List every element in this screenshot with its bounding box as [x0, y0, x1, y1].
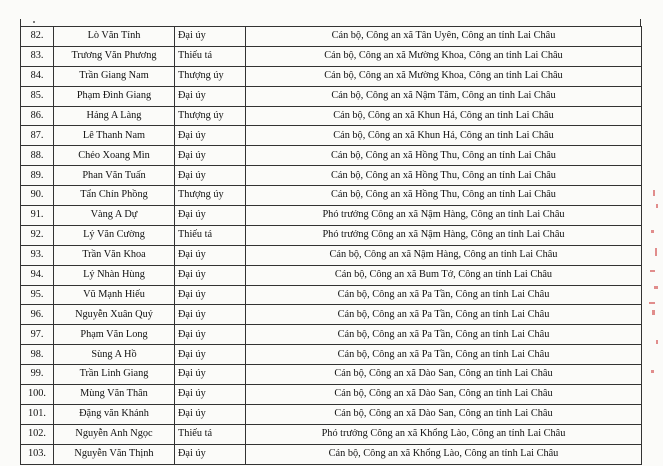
full-name-cell: Nguyễn Xuân Quý — [54, 305, 175, 325]
row-number-cell: 98. — [21, 345, 54, 365]
position-cell: Cán bộ, Công an xã Pa Tần, Công an tỉnh Lai Châu — [246, 325, 642, 345]
rank-cell: Đại úy — [175, 345, 246, 365]
full-name-cell: Phan Văn Tuấn — [54, 166, 175, 186]
table-row — [21, 225, 642, 245]
position-cell: Cán bộ, Công an xã Hồng Thu, Công an tỉnh Lai Châu — [246, 186, 642, 206]
scan-dot — [33, 21, 35, 23]
table-row — [21, 146, 642, 166]
row-number-cell: 87. — [21, 126, 54, 146]
table-row — [21, 404, 642, 424]
table-row — [21, 285, 642, 305]
position-cell: Cán bộ, Công an xã Dào San, Công an tỉnh Lai Châu — [246, 404, 642, 424]
rank-cell: Đại úy — [175, 444, 246, 464]
table-row — [21, 186, 642, 206]
full-name-cell: Vàng A Dự — [54, 206, 175, 226]
rank-cell: Đại úy — [175, 305, 246, 325]
rank-cell: Đại úy — [175, 245, 246, 265]
row-number-cell: 84. — [21, 66, 54, 86]
position-cell: Cán bộ, Công an xã Bum Tở, Công an tỉnh Lai Châu — [246, 265, 642, 285]
table-row — [21, 305, 642, 325]
full-name-cell: Tẩn Chín Phồng — [54, 186, 175, 206]
row-number-cell: 92. — [21, 225, 54, 245]
rank-cell: Đại úy — [175, 86, 246, 106]
position-cell: Cán bộ, Công an xã Mường Khoa, Công an tỉnh Lai Châu — [246, 46, 642, 66]
rank-cell: Thiếu tá — [175, 46, 246, 66]
rank-cell: Đại úy — [175, 126, 246, 146]
rank-cell: Đại úy — [175, 285, 246, 305]
position-cell: Cán bộ, Công an xã Khổng Lào, Công an tỉnh Lai Châu — [246, 444, 642, 464]
full-name-cell: Phạm Văn Long — [54, 325, 175, 345]
row-number-cell: 82. — [21, 27, 54, 47]
table-row — [21, 166, 642, 186]
position-cell: Cán bộ, Công an xã Dào San, Công an tỉnh Lai Châu — [246, 365, 642, 385]
rank-cell: Đại úy — [175, 166, 246, 186]
scan-artifact — [647, 190, 661, 400]
table-row — [21, 126, 642, 146]
row-number-cell: 86. — [21, 106, 54, 126]
position-cell: Cán bộ, Công an xã Hồng Thu, Công an tỉnh Lai Châu — [246, 166, 642, 186]
rank-cell: Đại úy — [175, 365, 246, 385]
table-row — [21, 245, 642, 265]
position-cell: Cán bộ, Công an xã Mường Khoa, Công an tỉnh Lai Châu — [246, 66, 642, 86]
full-name-cell: Hảng A Làng — [54, 106, 175, 126]
row-number-cell: 101. — [21, 404, 54, 424]
rank-cell: Đại úy — [175, 265, 246, 285]
personnel-table — [20, 26, 642, 465]
row-number-cell: 100. — [21, 385, 54, 405]
full-name-cell: Trần Linh Giang — [54, 365, 175, 385]
table-row — [21, 46, 642, 66]
full-name-cell: Trần Giang Nam — [54, 66, 175, 86]
table-row — [21, 385, 642, 405]
position-cell: Phó trưởng Công an xã Nậm Hàng, Công an tỉnh Lai Châu — [246, 225, 642, 245]
row-number-cell: 97. — [21, 325, 54, 345]
row-number-cell: 95. — [21, 285, 54, 305]
position-cell: Cán bộ, Công an xã Pa Tần, Công an tỉnh Lai Châu — [246, 345, 642, 365]
row-number-cell: 88. — [21, 146, 54, 166]
rank-cell: Đại úy — [175, 206, 246, 226]
full-name-cell: Đặng văn Khánh — [54, 404, 175, 424]
row-number-cell: 94. — [21, 265, 54, 285]
rank-cell: Đại úy — [175, 404, 246, 424]
position-cell: Cán bộ, Công an xã Pa Tần, Công an tỉnh Lai Châu — [246, 285, 642, 305]
rank-cell: Đại úy — [175, 146, 246, 166]
position-cell: Cán bộ, Công an xã Hồng Thu, Công an tỉnh Lai Châu — [246, 146, 642, 166]
rank-cell: Đại úy — [175, 325, 246, 345]
position-cell: Cán bộ, Công an xã Tân Uyên, Công an tỉnh Lai Châu — [246, 27, 642, 47]
full-name-cell: Vũ Mạnh Hiếu — [54, 285, 175, 305]
position-cell: Cán bộ, Công an xã Dào San, Công an tỉnh Lai Châu — [246, 385, 642, 405]
table-row — [21, 27, 642, 47]
table-row — [21, 86, 642, 106]
rank-cell: Thiếu tá — [175, 424, 246, 444]
row-number-cell: 83. — [21, 46, 54, 66]
row-number-cell: 85. — [21, 86, 54, 106]
row-number-cell: 91. — [21, 206, 54, 226]
position-cell: Cán bộ, Công an xã Khun Há, Công an tỉnh Lai Châu — [246, 126, 642, 146]
position-cell: Cán bộ, Công an xã Nậm Hàng, Công an tỉnh Lai Châu — [246, 245, 642, 265]
row-number-cell: 89. — [21, 166, 54, 186]
full-name-cell: Sùng A Hồ — [54, 345, 175, 365]
full-name-cell: Lê Thanh Nam — [54, 126, 175, 146]
table-row — [21, 444, 642, 464]
row-number-cell: 96. — [21, 305, 54, 325]
full-name-cell: Lý Văn Cường — [54, 225, 175, 245]
table-row — [21, 345, 642, 365]
rank-cell: Thượng úy — [175, 66, 246, 86]
row-number-cell: 90. — [21, 186, 54, 206]
rank-cell: Thiếu tá — [175, 225, 246, 245]
full-name-cell: Trần Văn Khoa — [54, 245, 175, 265]
table-row — [21, 106, 642, 126]
table-row — [21, 325, 642, 345]
full-name-cell: Mùng Văn Thân — [54, 385, 175, 405]
full-name-cell: Nguyễn Văn Thịnh — [54, 444, 175, 464]
full-name-cell: Lò Văn Tỉnh — [54, 27, 175, 47]
rank-cell: Thượng úy — [175, 106, 246, 126]
full-name-cell: Nguyễn Anh Ngọc — [54, 424, 175, 444]
row-number-cell: 93. — [21, 245, 54, 265]
position-cell: Phó trưởng Công an xã Khổng Lào, Công an tỉnh Lai Châu — [246, 424, 642, 444]
position-cell: Phó trưởng Công an xã Nậm Hàng, Công an tỉnh Lai Châu — [246, 206, 642, 226]
rank-cell: Đại úy — [175, 27, 246, 47]
full-name-cell: Chẻo Xoang Mìn — [54, 146, 175, 166]
table-row — [21, 424, 642, 444]
table-row — [21, 365, 642, 385]
rank-cell: Đại úy — [175, 385, 246, 405]
position-cell: Cán bộ, Công an xã Pa Tần, Công an tỉnh Lai Châu — [246, 305, 642, 325]
table-row — [21, 66, 642, 86]
full-name-cell: Lý Nhàn Hùng — [54, 265, 175, 285]
row-number-cell: 99. — [21, 365, 54, 385]
row-number-cell: 103. — [21, 444, 54, 464]
table-row — [21, 206, 642, 226]
table-top-edge — [20, 19, 641, 26]
rank-cell: Thượng úy — [175, 186, 246, 206]
full-name-cell: Trương Văn Phương — [54, 46, 175, 66]
position-cell: Cán bộ, Công an xã Khun Há, Công an tỉnh Lai Châu — [246, 106, 642, 126]
table-row — [21, 265, 642, 285]
position-cell: Cán bộ, Công an xã Nậm Tăm, Công an tỉnh Lai Châu — [246, 86, 642, 106]
row-number-cell: 102. — [21, 424, 54, 444]
full-name-cell: Phạm Đình Giang — [54, 86, 175, 106]
